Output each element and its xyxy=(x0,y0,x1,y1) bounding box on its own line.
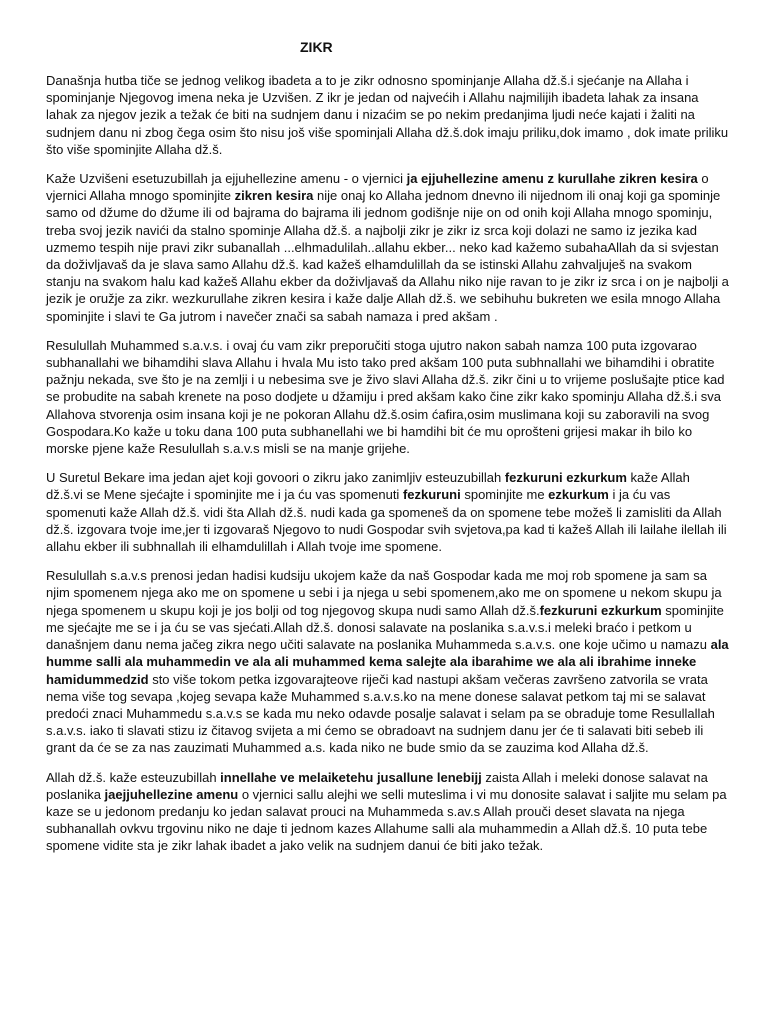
text-run: o vjernici sallu alejhi we selli muteslima i vi mu donosite salavat i saljite mu selam pa kaze se u jedonom predanju ko jedan salavat prouci na Muhammeda s.av.s Allah prouči deset slavata na njega subhanallah ovkvu trgovinu niko ne daje ti jednom kazes Allahume salli ala muhammedin a Allah dž.š. 10 puta tebe spomene vidite sta je zikr lahak ibadet a jako velik na sudnjem danui će biti jako težak. xyxy=(46,786,727,854)
text-run: Današnja hutba tiče se jednog velikog ibadeta a to je zikr odnosno spominjanje Allaha dž.š.i sjećanje na Allaha i spominjanje Njegovog imena neka je Uzvišen. Z ikr je jedan od najvećih i Allahu najmilijih ibadeta lahak za insana lahak za njegov jezik a težak će biti na sudnjem danu i nizaćim se po nekim predanjima ljudi neće kajati i žaliti na sudnjem danu ni zbog čega osim što nisu još više spominjali Allaha dž.š.dok imaju priliku,dok imamo , dok imate priliku što više spominjite Allaha dž.š. xyxy=(46,73,729,157)
text-run: spominjite me sjećajte me se i ja ću se vas sjećati.Allah dž.š. donosi salavate na poslanika s.a.v.s.i meleki braćo i petkom u današnjem danu nema jačeg zikra nego učiti salavate na poslanika Muhammeda s.a.v.s. one koje učimo u namazu xyxy=(46,602,724,653)
bold-phrase: fezkuruni xyxy=(402,487,461,503)
document-body xyxy=(46,72,730,855)
paragraph-5 xyxy=(46,567,730,756)
text-run: zaista Allah i meleki donose salavat na poslanika xyxy=(46,769,708,802)
bold-phrase: zikren kesira xyxy=(234,188,314,204)
paragraph-1 xyxy=(46,72,730,158)
bold-phrase: ala humme salli ala muhammedin ve ala ali muhammed kema salejte ala ibarahime we ala ali ibrahime inneke hamidummedzid xyxy=(46,637,729,687)
paragraph-3 xyxy=(46,337,730,457)
bold-phrase: ja ejjuhellezine amenu z kurullahe zikren kesira xyxy=(406,171,698,187)
bold-phrase: ezkurkum xyxy=(548,487,609,503)
document-title: ZIKR xyxy=(300,39,333,55)
text-run: Resulullah Muhammed s.a.v.s. i ovaj ću vam zikr preporučiti stoga ujutro nakon sabah namza 100 puta izgovarao subhanallahi we bihamdihi slava Allahu i hvala Mu isto tako pred akšam 100 puta subhnallahi we bihamdihi i obratite pažnju nekada, sve što je na zemlji i u nebesima sve je živo slavi Allaha dž.š. zikr čini u to vrijeme poslušajte ptice kad se probudite na sabah krenete na poso dodjete u džamiju i pred akšam kako čine zikr kako spominju Allaha dž.š.i sva Allahova stvorenja osim insana koji je ne pokoran Allahu dž.š.osim ćafira,osim muslimana koji su zaboravili na svog Gospodara.Ko kaže u toku dana 100 puta subhanellahi we bi hamdihi bit će mu oprošteni grijesi makar ih bilo ko morske pjene kaže Resulullah s.a.v.s misli se na manje grijehe. xyxy=(46,337,725,457)
bold-phrase: innellahe ve melaiketehu jusallune lenebijj xyxy=(220,769,482,785)
bold-phrase: jaejjuhellezine amenu xyxy=(104,786,239,802)
bold-phrase: fezkuruni ezkurkum xyxy=(539,602,662,618)
text-run: Resulullah s.a.v.s prenosi jedan hadisi kudsiju ukojem kaže da naš Gospodar kada me moj rob spomene ja sam sa njim spomenem njega ako me on spomene u sebi i ja njega u sebi spomenem,ako me on spomene u nekom skupu ja njega spomenem u skupu koji je jos bolji od tog njegovog skupa nudi samo Allah dž.š. xyxy=(46,568,722,618)
text-run: i ja ću vas spomenuti kaže Allah dž.š. vidi šta Allah dž.š. nudi kada ga spomeneš da on spomene tebe možeš li zamisliti da Allah dž.š. izgovara tvoje ime,jer ti izgovaraš Njegovo to nudi Gospodar svih svjetova,pa kad ti kažeš Allah ili lailahe ilellah ili allahu ekber ili subhnallah ili elhamdulillah i Allah tvoje ime spomene. xyxy=(46,487,727,555)
bold-phrase: fezkuruni ezkurkum xyxy=(504,470,627,486)
text-run: sto više tokom petka izgovarajteove riječi kad nastupi akšam večeras završeno zatvorila se vrata nema više tog sevapa ,kojeg sevapa kaže Muhammed s.a.v.s.ko na mene donese salavat petkom taj mi se salavat predoći znaci Muhammedu s.a.v.s se kada mu neko odavde posalje salavat i selam pa se obraduje tome Resullallah s.a.v.s. iako ti slavati stizu iz čitavog svijeta a mi ćemo se obradoavt na sudnjem danu jer će ti salavati biti sebeb ili grant da će se za nas zauzimati Muhammed a.s. kada niko ne bude smio da se zauzima kod Allaha dž.š. xyxy=(46,671,715,756)
paragraph-4 xyxy=(46,469,730,555)
paragraph-6 xyxy=(46,769,730,855)
paragraph-2 xyxy=(46,170,730,325)
text-run: o vjernici Allaha mnogo spominjite xyxy=(46,171,709,204)
text-run: U Suretul Bekare ima jedan ajet koji govoori o zikru jako zanimljiv esteuzubillah xyxy=(46,470,505,486)
text-run: spominjite me xyxy=(460,487,549,503)
text-run: Allah dž.š. kaže esteuzubillah xyxy=(46,769,221,785)
text-run: Kaže Uzvišeni esetuzubillah ja ejjuhellezine amenu - o vjernici xyxy=(46,171,407,187)
text-run: kaže Allah dž.š.vi se Mene sjećajte i spominjite me i ja ću vas spomenuti xyxy=(46,470,690,503)
text-run: nije onaj ko Allaha jednom dnevno ili nijednom ili onaj koji ga spominje samo od džume do džume ili od bajrama do bajrama ili jednom godišnje nije on od onih koji Allaha mnogo spominju, treba svoj jezik navići da stalno spominje Allaha dž.š. a najbolji zikr je zikr iz srca koji dolazi ne samo iz jezika kad uzmemo tespih nije pravi zikr subanallah ...elhmadulilah..allahu ekber... neko kad kažemo subahaAllah da si svjestan da doživljavaš da je slava samo Allahu dž.š. kad kažeš elhamdulillah da se istinski Allahu zahvaljuješ na svakom stanju na svakom halu kad kažeš Allahu ekber da doživljavaš da Allahu niko nije ravan to je zikr iz srca i on je najbolji a jezik je oružje za zikr. wezkurullahe zikren kesira i kaže dalje Allah dž.š. we sebihuhu bukreten we esila mnogo Allaha spominjite i slavi te Ga jutrom i navečer znači sa sabah namaza i pred akšam . xyxy=(46,188,729,324)
